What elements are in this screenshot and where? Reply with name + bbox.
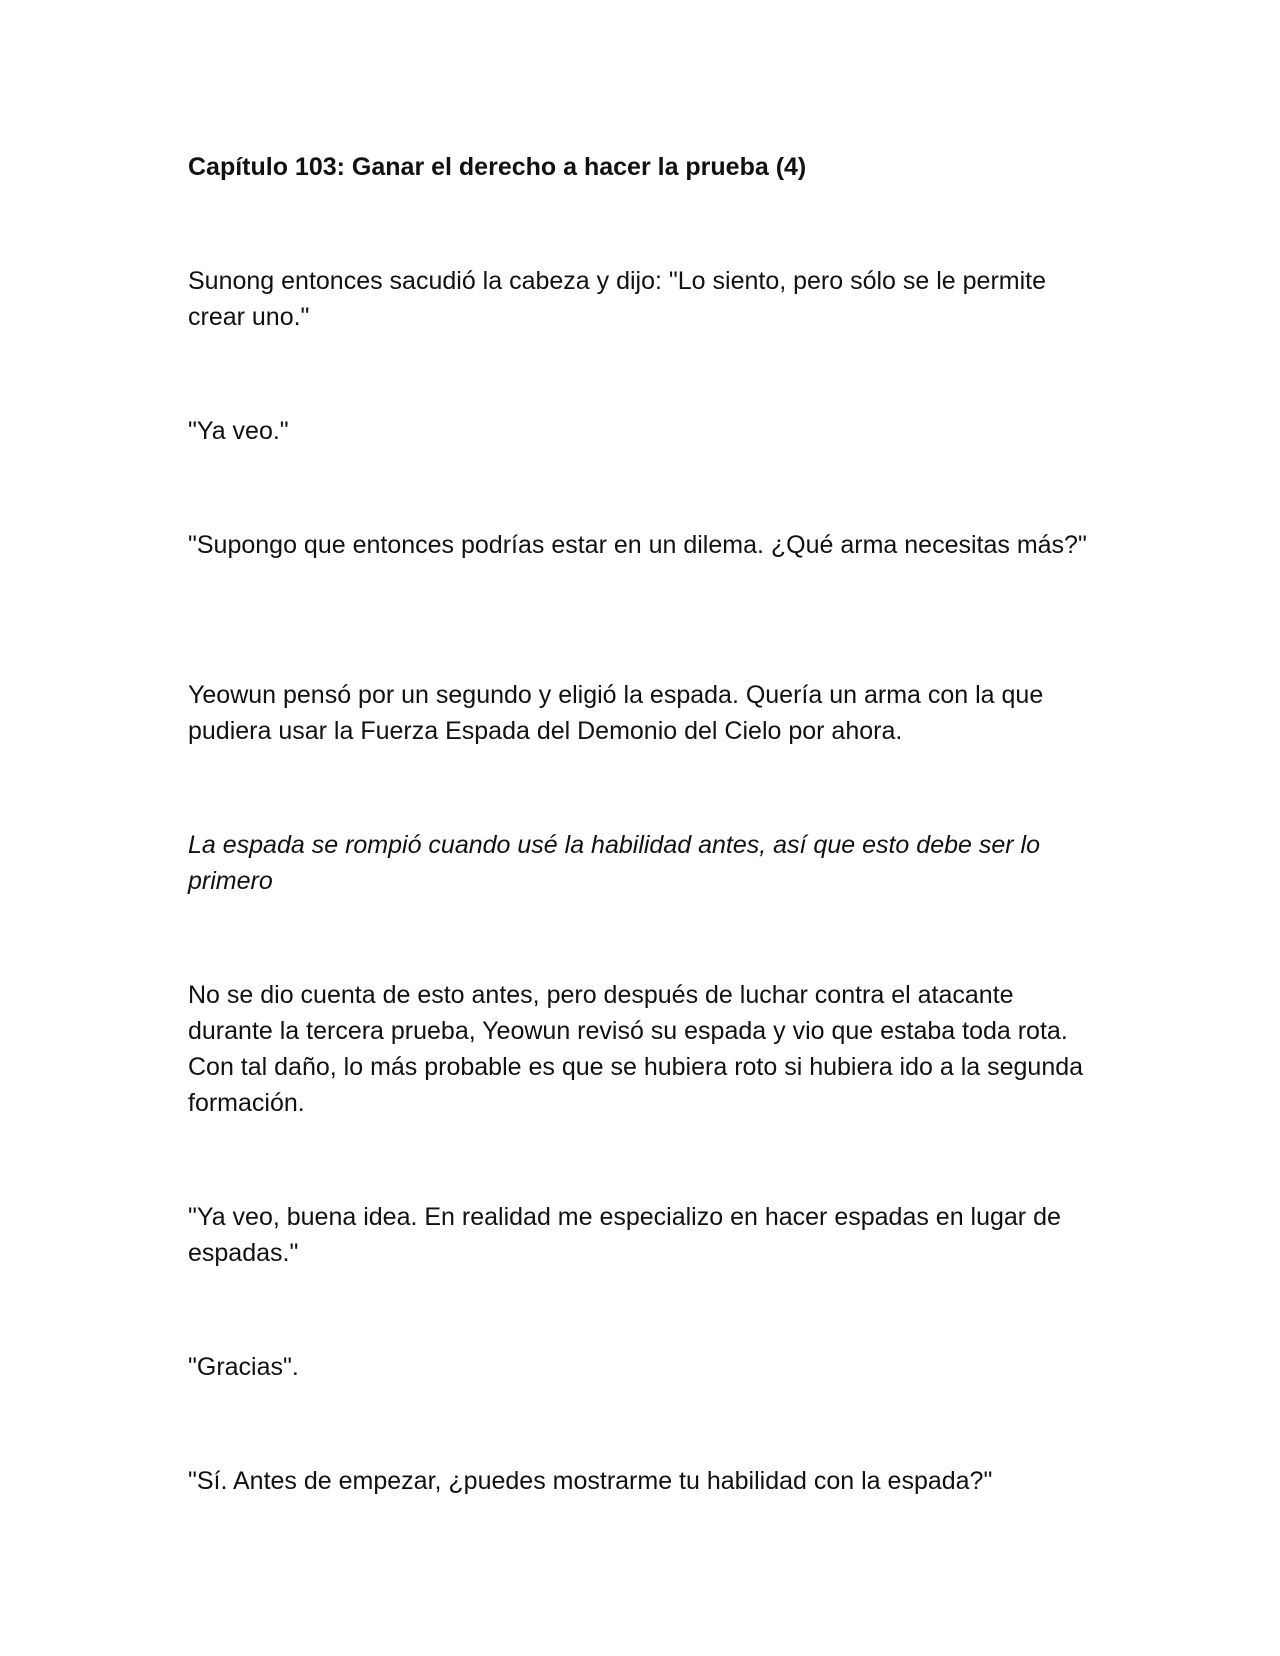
paragraph-3: "Supongo que entonces podrías estar en un dilema. ¿Qué arma necesitas más?" [188, 531, 1087, 559]
paragraph-1: Sunong entonces sacudió la cabeza y dijo: "Lo siento, pero sólo se le permite crear uno." [188, 267, 1047, 331]
paragraph-8: "Gracias". [188, 1353, 299, 1381]
paragraph-9: "Sí. Antes de empezar, ¿puedes mostrarme tu habilidad con la espada?" [188, 1467, 993, 1495]
paragraph-6: No se dio cuenta de esto antes, pero después de luchar contra el atacante durante la tercera prueba, Yeowun revisó su espada y vio que estaba toda rota. Con tal daño, lo más probable es que se hubiera roto si hubiera ido a la segunda formación. [188, 981, 1084, 1117]
paragraph-4: Yeowun pensó por un segundo y eligió la espada. Quería un arma con la que pudiera usar la Fuerza Espada del Demonio del Cielo por ahora. [188, 681, 1044, 745]
paragraph-2: "Ya veo." [188, 417, 289, 445]
chapter-title: Capítulo 103: Ganar el derecho a hacer la prueba (4) [188, 153, 807, 181]
paragraph-7: "Ya veo, buena idea. En realidad me especializo en hacer espadas en lugar de espadas." [188, 1203, 1061, 1267]
paragraph-5-inner-thought: La espada se rompió cuando usé la habilidad antes, así que esto debe ser lo primero [188, 831, 1040, 895]
